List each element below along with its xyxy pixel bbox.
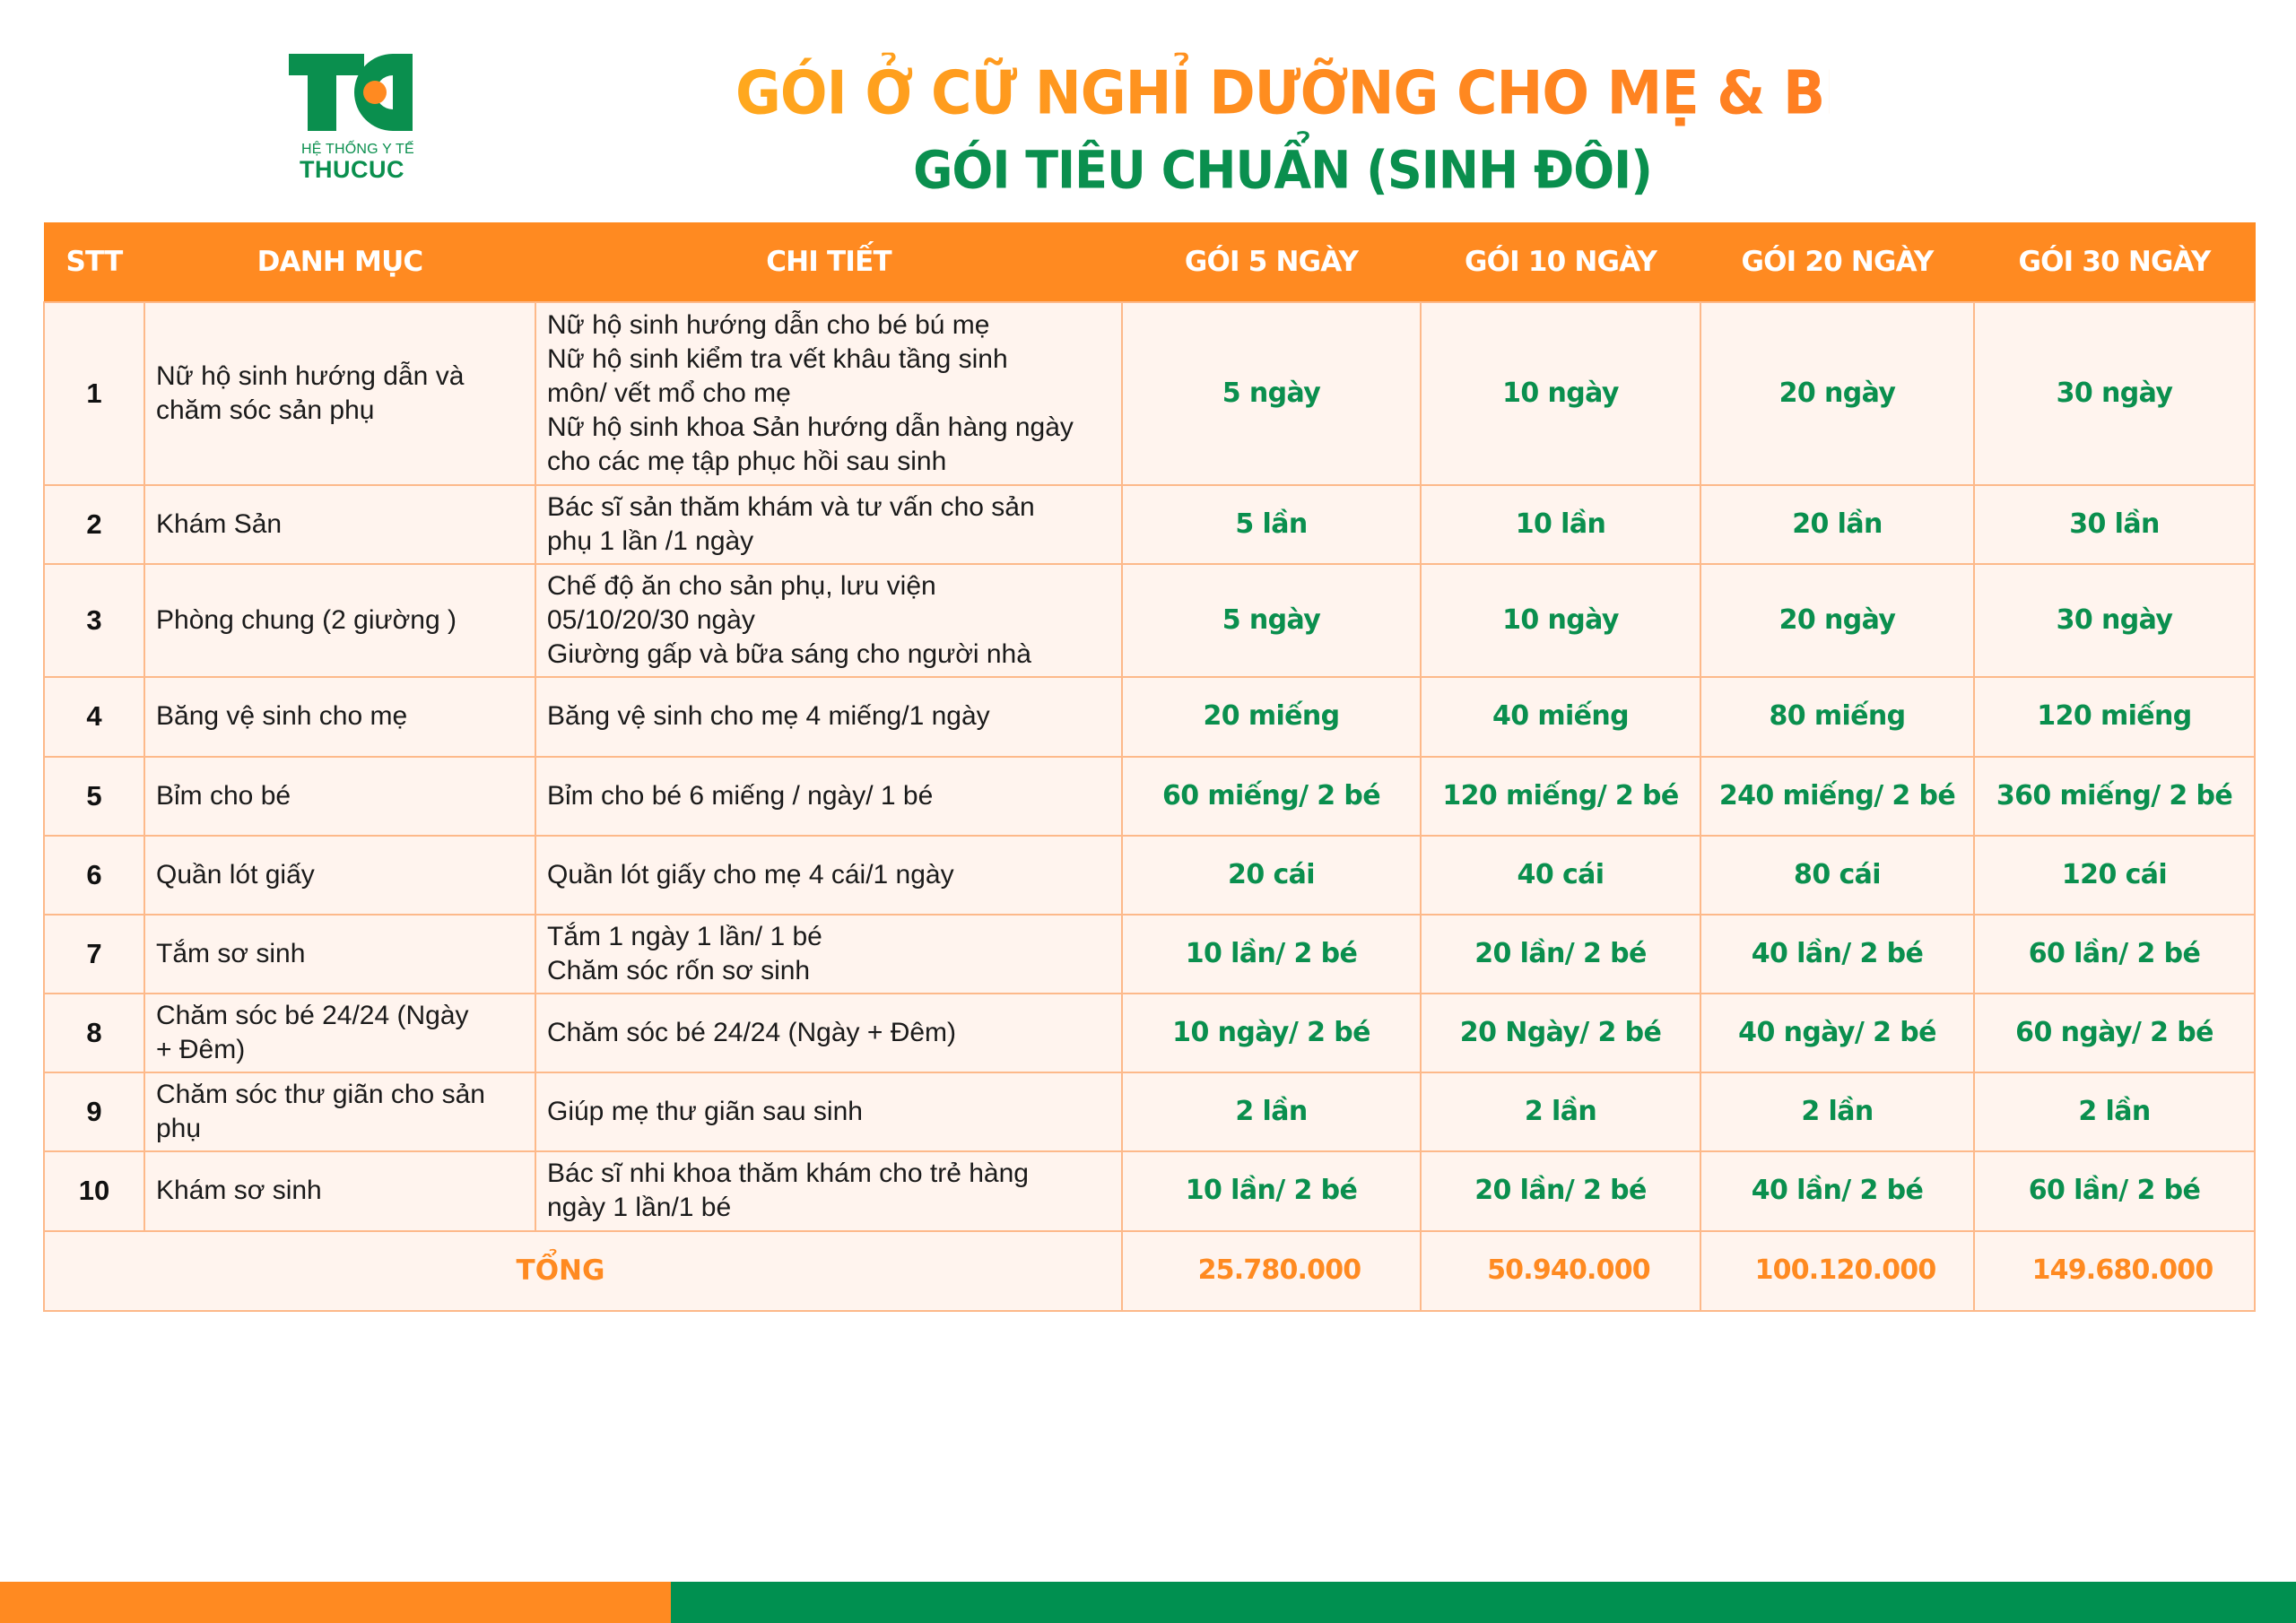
table-row [44, 677, 2255, 757]
category-cell [144, 836, 535, 915]
value-30-day: 30 ngày [1974, 564, 2255, 677]
value-5-day: 10 lần/ 2 bé [1122, 1151, 1421, 1231]
category-cell [144, 915, 535, 994]
value-20-day: 20 ngày [1700, 564, 1974, 677]
value-20-day: 80 miếng [1700, 677, 1974, 757]
detail-line: Giúp mẹ thư giãn sau sinh [547, 1096, 863, 1126]
total-5-day: 25.780.000 [1122, 1231, 1421, 1311]
page-title: GÓI Ở CỮ NGHỈ DƯỠNG CHO MẸ & BÉ [735, 53, 1830, 135]
value-20-day: 80 cái [1700, 836, 1974, 915]
row-number: 9 [44, 1072, 144, 1151]
value-5-day: 60 miếng/ 2 bé [1122, 757, 1421, 836]
detail-line: Bác sĩ sản thăm khám và tư vấn cho sản [547, 491, 1035, 522]
detail-cell [535, 915, 1122, 994]
logo-tagline: HỆ THỐNG Y TẾ [301, 142, 414, 157]
category-line: Khám sơ sinh [156, 1176, 322, 1205]
category-cell [144, 302, 535, 485]
detail-line: phụ 1 lần /1 ngày [547, 525, 754, 556]
value-5-day: 5 ngày [1122, 302, 1421, 485]
value-20-day: 20 lần [1700, 485, 1974, 564]
value-5-day: 2 lần [1122, 1072, 1421, 1151]
value-20-day: 2 lần [1700, 1072, 1974, 1151]
detail-cell [535, 677, 1122, 757]
detail-line: Bác sĩ nhi khoa thăm khám cho trẻ hàng [547, 1159, 1029, 1188]
detail-cell [535, 485, 1122, 564]
total-20-day: 100.120.000 [1700, 1231, 1974, 1311]
value-5-day: 20 miếng [1122, 677, 1421, 757]
value-30-day: 360 miếng/ 2 bé [1974, 757, 2255, 836]
category-line: Quần lót giấy [156, 859, 315, 890]
category-line: Tắm sơ sinh [156, 938, 306, 968]
row-number: 7 [44, 915, 144, 994]
value-10-day: 20 lần/ 2 bé [1421, 1151, 1700, 1231]
row-number: 10 [44, 1151, 144, 1231]
value-10-day: 40 miếng [1421, 677, 1700, 757]
detail-line: môn/ vết mổ cho mẹ [547, 378, 791, 408]
row-number: 3 [44, 564, 144, 677]
detail-line: Bỉm cho bé 6 miếng / ngày/ 1 bé [547, 780, 934, 811]
value-30-day: 60 lần/ 2 bé [1974, 915, 2255, 994]
table-row [44, 1151, 2255, 1231]
detail-line: Nữ hộ sinh kiểm tra vết khâu tầng sinh [547, 343, 1008, 374]
value-10-day: 120 miếng/ 2 bé [1421, 757, 1700, 836]
value-30-day: 120 miếng [1974, 677, 2255, 757]
column-header-5-day: GÓI 5 NGÀY [1122, 223, 1421, 302]
table-row [44, 915, 2255, 994]
value-10-day: 10 ngày [1421, 564, 1700, 677]
tci-logo-mark-icon [285, 50, 420, 135]
table-row [44, 1072, 2255, 1151]
total-30-day: 149.680.000 [1974, 1231, 2255, 1311]
total-10-day: 50.940.000 [1421, 1231, 1700, 1311]
category-line: Chăm sóc bé 24/24 (Ngày [156, 1000, 469, 1030]
value-10-day: 20 lần/ 2 bé [1421, 915, 1700, 994]
column-header-category: DANH MỤC [144, 223, 535, 302]
category-cell [144, 677, 535, 757]
table-header-row [44, 223, 2255, 302]
category-line: Chăm sóc thư giãn cho sản [156, 1079, 485, 1109]
value-5-day: 5 ngày [1122, 564, 1421, 677]
category-line: chăm sóc sản phụ [156, 395, 375, 425]
value-20-day: 240 miếng/ 2 bé [1700, 757, 1974, 836]
value-20-day: 40 lần/ 2 bé [1700, 1151, 1974, 1231]
category-line: Phòng chung (2 giường ) [156, 604, 457, 635]
value-10-day: 40 cái [1421, 836, 1700, 915]
column-header-detail: CHI TIẾT [535, 223, 1122, 302]
value-30-day: 30 ngày [1974, 302, 2255, 485]
detail-cell [535, 302, 1122, 485]
column-header-stt: STT [44, 223, 144, 302]
row-number: 1 [44, 302, 144, 485]
detail-cell [535, 1072, 1122, 1151]
detail-line: Quần lót giấy cho mẹ 4 cái/1 ngày [547, 859, 954, 890]
category-cell [144, 1151, 535, 1231]
detail-cell [535, 994, 1122, 1072]
row-number: 8 [44, 994, 144, 1072]
detail-cell [535, 1151, 1122, 1231]
category-line: + Đêm) [156, 1034, 246, 1064]
row-number: 5 [44, 757, 144, 836]
value-10-day: 2 lần [1421, 1072, 1700, 1151]
category-cell [144, 1072, 535, 1151]
value-30-day: 60 lần/ 2 bé [1974, 1151, 2255, 1231]
package-table [43, 222, 2256, 1312]
value-5-day: 5 lần [1122, 485, 1421, 564]
total-label: TỔNG [44, 1231, 1122, 1311]
column-header-20-day: GÓI 20 NGÀY [1700, 223, 1974, 302]
detail-cell [535, 757, 1122, 836]
category-line: phụ [156, 1113, 202, 1143]
value-10-day: 10 lần [1421, 485, 1700, 564]
value-30-day: 30 lần [1974, 485, 2255, 564]
row-number: 2 [44, 485, 144, 564]
total-row [44, 1231, 2255, 1311]
category-cell [144, 564, 535, 677]
table-row [44, 564, 2255, 677]
detail-line: Giường gấp và bữa sáng cho người nhà [547, 638, 1031, 669]
category-line: Bỉm cho bé [156, 780, 291, 811]
value-30-day: 60 ngày/ 2 bé [1974, 994, 2255, 1072]
category-cell [144, 757, 535, 836]
category-line: Khám Sản [156, 508, 283, 539]
column-header-30-day: GÓI 30 NGÀY [1974, 223, 2255, 302]
table-row [44, 994, 2255, 1072]
table-row [44, 302, 2255, 485]
value-10-day: 10 ngày [1421, 302, 1700, 485]
value-20-day: 40 ngày/ 2 bé [1700, 994, 1974, 1072]
value-5-day: 20 cái [1122, 836, 1421, 915]
page-subtitle: GÓI TIÊU CHUẨN (SINH ĐÔI) [913, 139, 1652, 201]
footer-bar-green [671, 1582, 2296, 1623]
logo-brand-name: THUCUC [300, 156, 404, 183]
footer-bar-orange [0, 1582, 671, 1623]
value-20-day: 20 ngày [1700, 302, 1974, 485]
table-row [44, 485, 2255, 564]
detail-cell [535, 836, 1122, 915]
detail-line: Băng vệ sinh cho mẹ 4 miếng/1 ngày [547, 701, 990, 731]
category-cell [144, 485, 535, 564]
value-5-day: 10 ngày/ 2 bé [1122, 994, 1421, 1072]
detail-line: Chế độ ăn cho sản phụ, lưu viện [547, 570, 936, 601]
category-cell [144, 994, 535, 1072]
column-header-10-day: GÓI 10 NGÀY [1421, 223, 1700, 302]
value-5-day: 10 lần/ 2 bé [1122, 915, 1421, 994]
row-number: 4 [44, 677, 144, 757]
detail-line: Chăm sóc rốn sơ sinh [547, 955, 811, 985]
detail-line: Chăm sóc bé 24/24 (Ngày + Đêm) [547, 1017, 957, 1047]
category-line: Nữ hộ sinh hướng dẫn và [156, 360, 465, 391]
table-row [44, 836, 2255, 915]
detail-line: Tắm 1 ngày 1 lần/ 1 bé [547, 921, 822, 951]
detail-line: ngày 1 lần/1 bé [547, 1193, 732, 1222]
table-row [44, 757, 2255, 836]
category-line: Băng vệ sinh cho mẹ [156, 701, 408, 731]
detail-cell [535, 564, 1122, 677]
value-20-day: 40 lần/ 2 bé [1700, 915, 1974, 994]
detail-line: Nữ hộ sinh hướng dẫn cho bé bú mẹ [547, 309, 990, 340]
detail-line: 05/10/20/30 ngày [547, 604, 755, 635]
tci-logo [285, 50, 420, 185]
value-30-day: 2 lần [1974, 1072, 2255, 1151]
row-number: 6 [44, 836, 144, 915]
detail-line: Nữ hộ sinh khoa Sản hướng dẫn hàng ngày [547, 412, 1074, 442]
value-10-day: 20 Ngày/ 2 bé [1421, 994, 1700, 1072]
detail-line: cho các mẹ tập phục hồi sau sinh [547, 446, 947, 476]
value-30-day: 120 cái [1974, 836, 2255, 915]
